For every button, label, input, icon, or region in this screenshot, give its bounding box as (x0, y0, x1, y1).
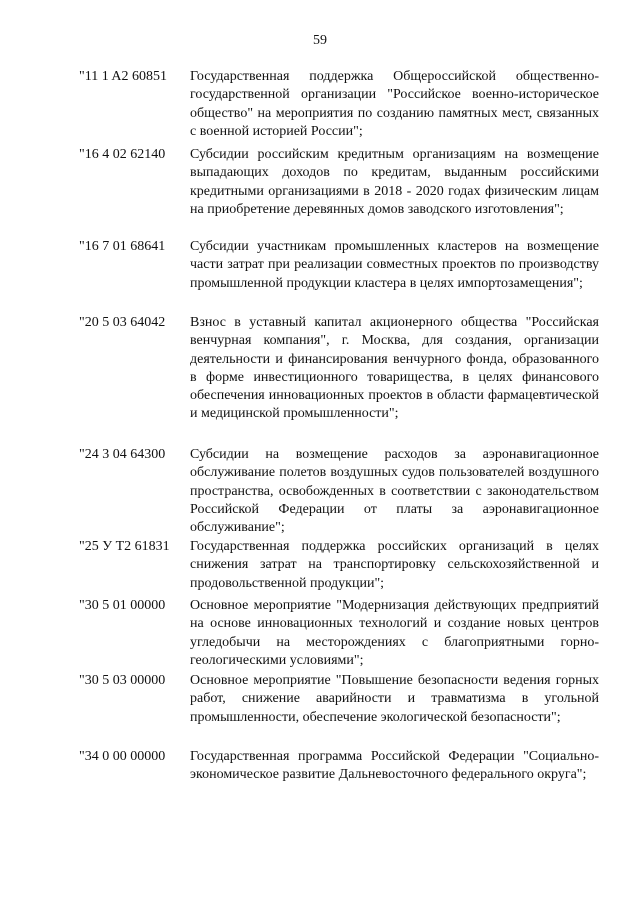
entry-code: "30 5 01 00000 (79, 598, 166, 613)
entry-text: Государственная поддержка Общероссийской общественно-государственной организации "Российское военно-историческое общество" на мероприятия по созданию памятных мест, связанных с военной историей России"; (190, 69, 599, 139)
entry-text: Государственная поддержка российских организаций в целях снижения затрат на транспортировку сельскохозяйственной и продовольственной продукции"; (190, 539, 599, 591)
entry-text: Субсидии на возмещение расходов за аэронавигационное обслуживание полетов воздушных судов пользователей воздушного пространства, освобожденных в соответствии с законодательством Российской Федерации от платы за аэронавигационное обслуживание"; (190, 447, 599, 536)
budget-entry (79, 672, 599, 727)
budget-entry (79, 146, 599, 219)
budget-entry (79, 314, 599, 424)
budget-entry (79, 238, 599, 293)
page-number: 59 (313, 33, 327, 48)
entry-text: Субсидии участникам промышленных кластеров на возмещение части затрат при реализации совместных проектов по производству промышленной продукции кластера в целях импортозамещения"; (190, 239, 599, 291)
budget-entry (79, 538, 599, 593)
entry-code: "16 4 02 62140 (79, 147, 166, 162)
entry-code: "11 1 A2 60851 (79, 69, 168, 84)
entry-text: Основное мероприятие "Повышение безопасности ведения горных работ, снижение аварийности и травматизма в угольной промышленности, обеспечение экологической безопасности"; (190, 673, 599, 725)
entry-text: Государственная программа Российской Федерации "Социально-экономическое развитие Дальневосточного федерального округа"; (190, 749, 599, 783)
budget-entry (79, 597, 599, 670)
entry-code: "20 5 03 64042 (79, 315, 166, 330)
entry-text: Основное мероприятие "Модернизация действующих предприятий на основе инновационных технологий и создание новых центров угледобычи на месторождениях с благоприятными горно-геологическими условиями"; (190, 598, 599, 668)
entry-text: Субсидии российским кредитным организациям на возмещение выпадающих доходов по кредитам, выданным российскими кредитными организациями в 2018 - 2020 годах физическим лицам на приобретение деревянных домов заводского изготовления"; (190, 147, 599, 217)
entry-code: "30 5 03 00000 (79, 673, 166, 688)
entry-code: "34 0 00 00000 (79, 749, 166, 764)
entry-code: "25 У Т2 61831 (79, 539, 170, 554)
entry-code: "16 7 01 68641 (79, 239, 166, 254)
entry-code: "24 3 04 64300 (79, 447, 166, 462)
budget-entry (79, 748, 599, 785)
budget-entry (79, 68, 599, 141)
budget-entry (79, 446, 599, 537)
entry-text: Взнос в уставный капитал акционерного общества "Российская венчурная компания", г. Москва, для создания, организации деятельности и финансирования венчурного фонда, образованного в форме инвестиционного товарищества, в целях финансового обеспечения инновационных проектов в области фармацевтической и медицинской промышленности"; (190, 315, 599, 422)
